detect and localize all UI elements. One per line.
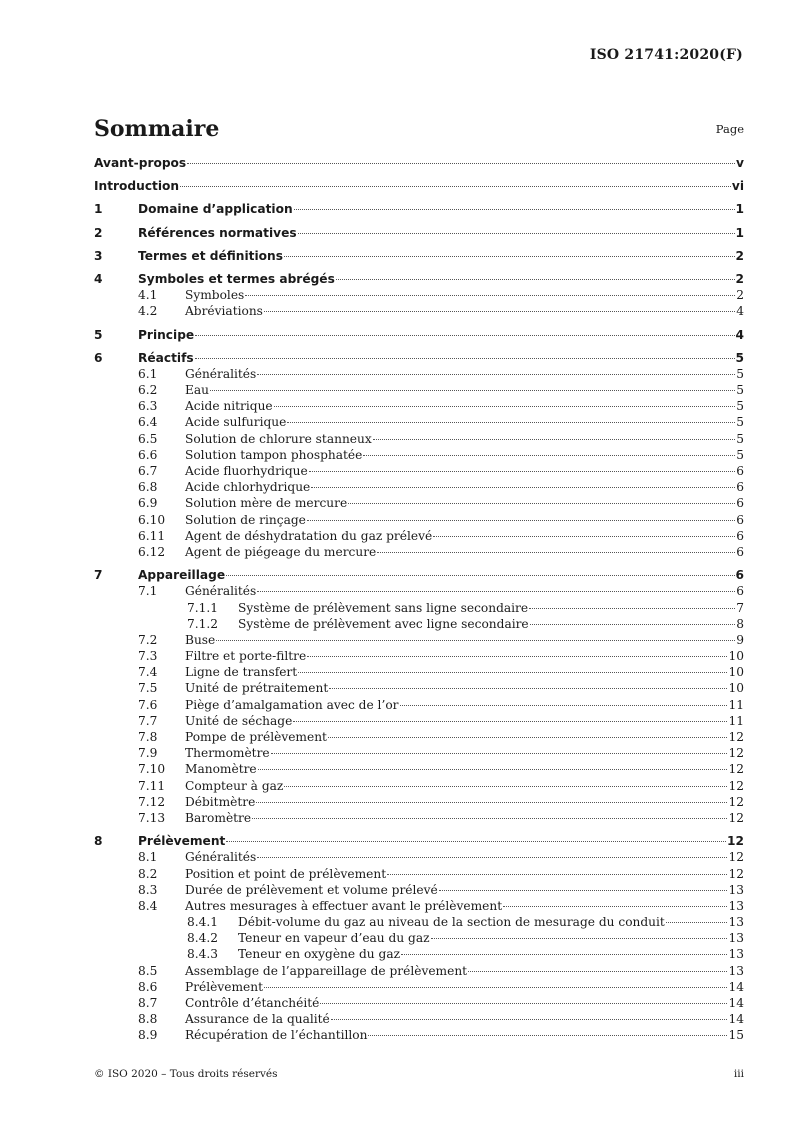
toc-spacer xyxy=(94,320,744,327)
toc-dot-leader xyxy=(216,640,735,641)
toc-entry-number: 7.3 xyxy=(138,649,158,664)
toc-entry-label: Symboles xyxy=(185,288,245,303)
toc-dot-leader xyxy=(293,721,727,722)
toc-entry[interactable] xyxy=(94,898,744,914)
toc-entry-page: 14 xyxy=(728,979,744,994)
toc-spacer xyxy=(94,171,744,178)
toc-dot-leader xyxy=(666,922,728,923)
toc-entry-page: 13 xyxy=(728,882,744,897)
toc-entry[interactable] xyxy=(94,327,744,343)
toc-entry-page: 7 xyxy=(736,600,744,615)
footer-page-number: iii xyxy=(733,1068,744,1080)
toc-entry-label: Avant-propos xyxy=(94,156,187,170)
toc-entry-page: 5 xyxy=(736,366,744,381)
toc-entry-label: Baromètre xyxy=(185,810,252,825)
toc-entry-number: 6.8 xyxy=(138,480,158,495)
toc-entry-page: 15 xyxy=(728,1028,744,1043)
toc-entry-page: 14 xyxy=(728,1012,744,1027)
toc-dot-leader xyxy=(311,487,735,488)
toc-dot-leader xyxy=(320,1003,727,1004)
toc-entry[interactable] xyxy=(94,648,744,664)
toc-entry-page: 4 xyxy=(735,327,744,342)
toc-entry[interactable] xyxy=(94,963,744,979)
toc-dot-leader xyxy=(530,624,736,625)
toc-entry-page: v xyxy=(736,156,744,170)
page-title: Sommaire xyxy=(94,116,220,142)
toc-entry-number: 4.2 xyxy=(138,304,158,319)
toc-dot-leader xyxy=(373,439,736,440)
toc-spacer xyxy=(94,264,744,271)
toc-entry-label: Piège d’amalgamation avec de l’or xyxy=(185,697,399,712)
toc-spacer xyxy=(94,241,744,248)
toc-entry[interactable] xyxy=(94,833,744,849)
toc-entry-page: 12 xyxy=(728,810,744,825)
title-row xyxy=(94,112,744,142)
toc-entry-label: Généralités xyxy=(185,366,257,381)
toc-entry[interactable] xyxy=(94,979,744,995)
toc-entry-label: Termes et définitions xyxy=(138,248,283,263)
toc-dot-leader xyxy=(468,971,727,972)
toc-entry-label: Assurance de la qualité xyxy=(185,1012,330,1027)
toc-entry-label: Solution mère de mercure xyxy=(185,496,348,511)
toc-entry-page: 13 xyxy=(728,915,744,930)
toc-dot-leader xyxy=(298,672,727,673)
toc-entry-page: 10 xyxy=(728,681,744,696)
toc-entry-number: 7.10 xyxy=(138,762,166,777)
toc-entry[interactable] xyxy=(94,512,744,528)
toc-entry-page: 5 xyxy=(736,383,744,398)
document-id: ISO 21741:2020(F) xyxy=(589,47,743,63)
toc-entry-label: Teneur en vapeur d’eau du gaz xyxy=(238,931,430,946)
toc-entry[interactable] xyxy=(94,664,744,680)
toc-entry[interactable] xyxy=(94,271,744,287)
toc-entry-number: 7.11 xyxy=(138,778,166,793)
toc-entry[interactable] xyxy=(94,849,744,865)
toc-entry[interactable] xyxy=(94,713,744,729)
toc-entry-number: 8.4.1 xyxy=(187,915,219,930)
toc-dot-leader xyxy=(284,786,727,787)
toc-dot-leader xyxy=(298,233,735,234)
toc-entry-number: 6.6 xyxy=(138,447,158,462)
toc-entry-label: Manomètre xyxy=(185,762,257,777)
toc-entry-page: 5 xyxy=(736,415,744,430)
toc-entry-page: 6 xyxy=(736,480,744,495)
toc-entry-number: 8.4 xyxy=(138,898,158,913)
toc-dot-leader xyxy=(331,1019,728,1020)
toc-dot-leader xyxy=(274,406,736,407)
toc-entry-label: Références normatives xyxy=(138,225,297,240)
toc-entry-number: 7.1 xyxy=(138,584,158,599)
toc-entry-number: 6.11 xyxy=(138,528,166,543)
toc-entry-page: 6 xyxy=(736,512,744,527)
toc-entry-label: Teneur en oxygène du gaz xyxy=(238,947,401,962)
toc-dot-leader xyxy=(401,954,727,955)
toc-dot-leader xyxy=(258,769,728,770)
toc-entry-number: 7.6 xyxy=(138,697,158,712)
toc-entry-page: 12 xyxy=(728,866,744,881)
toc-entry-label: Eau xyxy=(185,383,210,398)
toc-dot-leader xyxy=(336,279,735,280)
toc-entry[interactable] xyxy=(94,382,744,398)
toc-entry-number: 8.3 xyxy=(138,882,158,897)
toc-entry-label: Débitmètre xyxy=(185,794,256,809)
toc-dot-leader xyxy=(257,857,727,858)
toc-entry[interactable] xyxy=(94,567,744,583)
toc-entry-page: 13 xyxy=(728,931,744,946)
toc-dot-leader xyxy=(264,987,728,988)
toc-entry[interactable] xyxy=(94,1027,744,1043)
toc-entry[interactable] xyxy=(94,495,744,511)
toc-entry[interactable] xyxy=(94,914,744,930)
toc-entry-number: 7.13 xyxy=(138,810,166,825)
toc-entry-number: 8.4.2 xyxy=(187,931,219,946)
toc-entry-label: Introduction xyxy=(94,179,180,194)
toc-dot-leader xyxy=(195,358,735,359)
toc-entry-number: 7.5 xyxy=(138,681,158,696)
toc-entry-number: 6.3 xyxy=(138,399,158,414)
toc-dot-leader xyxy=(256,802,727,803)
toc-entry[interactable] xyxy=(94,479,744,495)
toc-entry-number: 7.12 xyxy=(138,794,166,809)
toc-entry-page: 4 xyxy=(736,304,744,319)
toc-dot-leader xyxy=(529,608,735,609)
toc-dot-leader xyxy=(226,575,734,576)
toc-entry[interactable] xyxy=(94,398,744,414)
toc-entry-number: 8.2 xyxy=(138,866,158,881)
toc-entry-page: 6 xyxy=(736,496,744,511)
toc-spacer xyxy=(94,826,744,833)
toc-entry[interactable] xyxy=(94,761,744,777)
toc-spacer xyxy=(94,218,744,225)
toc-entry-number: 6.5 xyxy=(138,431,158,446)
toc-entry-number: 7.2 xyxy=(138,632,158,647)
toc-dot-leader xyxy=(328,737,728,738)
toc-entry-label: Durée de prélèvement et volume prélevé xyxy=(185,882,438,897)
toc-entry[interactable] xyxy=(94,1011,744,1027)
toc-entry-page: 6 xyxy=(736,544,744,559)
toc-dot-leader xyxy=(264,311,735,312)
toc-entry-label: Pompe de prélèvement xyxy=(185,730,327,744)
toc-dot-leader xyxy=(329,688,727,689)
toc-entry[interactable] xyxy=(94,680,744,696)
toc-entry-label: Généralités xyxy=(185,850,257,865)
toc-dot-leader xyxy=(307,656,727,657)
toc-dot-leader xyxy=(284,256,735,257)
toc-dot-leader xyxy=(257,374,735,375)
toc-entry-label: Solution de rinçage xyxy=(185,512,306,527)
toc-entry-label: Unité de prétraitement xyxy=(185,681,329,696)
toc-entry-label: Solution de chlorure stanneux xyxy=(185,431,372,446)
toc-entry-number: 7.7 xyxy=(138,713,158,728)
toc-entry[interactable] xyxy=(94,583,744,599)
toc-spacer xyxy=(94,343,744,350)
toc-dot-leader xyxy=(433,536,735,537)
toc-entry-page: 9 xyxy=(736,632,744,647)
toc-entry[interactable] xyxy=(94,632,744,648)
toc-entry-page: 10 xyxy=(728,649,744,664)
toc-entry[interactable] xyxy=(94,155,744,171)
toc-dot-leader xyxy=(180,186,731,187)
toc-entry[interactable] xyxy=(94,600,744,616)
toc-entry-number: 4.1 xyxy=(138,288,158,303)
toc-entry-page: 12 xyxy=(728,794,744,809)
toc-entry[interactable] xyxy=(94,287,744,303)
toc-spacer xyxy=(94,560,744,567)
toc-dot-leader xyxy=(368,1035,727,1036)
toc-entry[interactable] xyxy=(94,248,744,264)
toc-dot-leader xyxy=(307,520,735,521)
toc-entry-page: 6 xyxy=(735,568,744,583)
toc-entry-label: Domaine d’application xyxy=(138,202,293,217)
toc-entry-page: vi xyxy=(731,179,744,194)
toc-entry-number: 7.9 xyxy=(138,746,158,761)
toc-entry-label: Système de prélèvement sans ligne secondaire xyxy=(238,600,529,615)
toc-entry[interactable] xyxy=(94,303,744,319)
toc-entry-number: 6.1 xyxy=(138,366,158,381)
toc-entry[interactable] xyxy=(94,431,744,447)
toc-entry[interactable] xyxy=(94,350,744,366)
toc-entry[interactable] xyxy=(94,930,744,946)
toc-entry[interactable] xyxy=(94,225,744,241)
toc-dot-leader xyxy=(245,295,735,296)
toc-entry-label: Contrôle d’étanchéité xyxy=(185,996,320,1010)
toc-dot-leader xyxy=(503,906,727,907)
toc-dot-leader xyxy=(363,455,735,456)
toc-entry-label: Agent de piégeage du mercure xyxy=(185,544,377,559)
toc-entry-label: Acide nitrique xyxy=(185,399,273,414)
toc-entry-label: Thermomètre xyxy=(185,746,270,761)
toc-entry-label: Agent de déshydratation du gaz prélevé xyxy=(185,528,433,543)
toc-entry-number: 7.1.2 xyxy=(187,616,219,631)
toc-entry-label: Unité de séchage xyxy=(185,713,293,728)
toc-entry[interactable] xyxy=(94,201,744,217)
toc-entry-label: Position et point de prélèvement xyxy=(185,866,387,881)
toc-entry[interactable] xyxy=(94,882,744,898)
toc-entry-page: 10 xyxy=(728,665,744,680)
toc-entry-page: 1 xyxy=(735,225,744,240)
toc-entry-page: 6 xyxy=(736,528,744,543)
toc-entry-page: 5 xyxy=(735,350,744,365)
toc-dot-leader xyxy=(387,874,727,875)
toc-entry-label: Système de prélèvement avec ligne secondaire xyxy=(238,616,529,631)
toc-entry-page: 12 xyxy=(728,746,744,761)
toc-entry-label: Récupération de l’échantillon xyxy=(185,1028,368,1043)
toc-entry-number: 8.6 xyxy=(138,979,158,994)
toc-dot-leader xyxy=(187,163,735,164)
toc-dot-leader xyxy=(400,705,728,706)
toc-entry-label: Acide sulfurique xyxy=(185,415,287,430)
toc-entry-label: Appareillage xyxy=(138,568,226,583)
toc-entry[interactable] xyxy=(94,745,744,761)
toc-entry[interactable] xyxy=(94,729,744,745)
toc-entry-number: 8.8 xyxy=(138,1012,158,1027)
toc-entry-label: Prélèvement xyxy=(138,834,226,849)
toc-entry-label: Généralités xyxy=(185,584,257,599)
toc-entry-label: Acide chlorhydrique xyxy=(185,480,311,495)
toc-dot-leader xyxy=(195,335,734,336)
toc-dot-leader xyxy=(377,552,735,553)
toc-entry-number: 7 xyxy=(94,568,103,583)
toc-entry-page: 11 xyxy=(728,713,744,728)
toc-entry-label: Acide fluorhydrique xyxy=(185,464,308,478)
toc-entry-label: Réactifs xyxy=(138,350,194,365)
toc-entry-number: 6.7 xyxy=(138,464,158,478)
toc-entry-number: 2 xyxy=(94,225,103,240)
toc-entry[interactable] xyxy=(94,178,744,194)
toc-entry-page: 12 xyxy=(727,834,744,849)
toc-entry-number: 8.1 xyxy=(138,850,158,865)
toc-entry-page: 12 xyxy=(728,762,744,777)
toc-entry-label: Prélèvement xyxy=(185,979,263,994)
toc-entry-label: Abréviations xyxy=(185,304,263,319)
toc-entry-page: 12 xyxy=(728,850,744,865)
toc-entry-number: 3 xyxy=(94,248,103,263)
toc-dot-leader xyxy=(348,503,735,504)
toc-entry-page: 2 xyxy=(736,288,744,303)
toc-entry-page: 14 xyxy=(728,996,744,1010)
toc-entry-number: 8 xyxy=(94,834,103,849)
toc-entry-label: Principe xyxy=(138,327,195,342)
toc-entry-number: 8.4.3 xyxy=(187,947,219,962)
toc-entry-label: Compteur à gaz xyxy=(185,778,284,793)
toc-entry[interactable] xyxy=(94,946,744,962)
toc-entry-page: 6 xyxy=(736,464,744,478)
toc-entry-page: 13 xyxy=(728,947,744,962)
toc-entry-label: Débit-volume du gaz au niveau de la section de mesurage du conduit xyxy=(238,915,665,930)
toc-dot-leader xyxy=(439,890,728,891)
toc-entry-label: Ligne de transfert xyxy=(185,665,298,680)
toc-entry-page: 5 xyxy=(736,431,744,446)
toc-entry[interactable] xyxy=(94,463,744,479)
toc-entry-page: 8 xyxy=(736,616,744,631)
toc-entry[interactable] xyxy=(94,866,744,882)
toc-dot-leader xyxy=(210,390,735,391)
toc-entry-label: Autres mesurages à effectuer avant le prélèvement xyxy=(185,898,503,913)
toc-entry[interactable] xyxy=(94,544,744,560)
toc-entry-number: 7.4 xyxy=(138,665,158,680)
toc-entry[interactable] xyxy=(94,414,744,430)
toc-entry-number: 4 xyxy=(94,271,103,286)
footer-copyright: © ISO 2020 – Tous droits réservés xyxy=(94,1068,278,1080)
toc-dot-leader xyxy=(309,471,736,472)
toc-entry[interactable] xyxy=(94,616,744,632)
toc-entry-number: 6.2 xyxy=(138,383,158,398)
toc-dot-leader xyxy=(431,938,728,939)
toc-entry[interactable] xyxy=(94,794,744,810)
toc-spacer xyxy=(94,194,744,201)
page-column-label: Page xyxy=(715,122,744,136)
toc-entry-number: 6.10 xyxy=(138,512,166,527)
toc-entry[interactable] xyxy=(94,447,744,463)
toc-entry[interactable] xyxy=(94,366,744,382)
toc-entry-label: Assemblage de l’appareillage de prélèvement xyxy=(185,963,468,978)
toc-entry[interactable] xyxy=(94,528,744,544)
toc-dot-leader xyxy=(287,422,735,423)
toc-entry-number: 8.9 xyxy=(138,1028,158,1043)
toc-entry[interactable] xyxy=(94,778,744,794)
toc-entry-number: 6 xyxy=(94,350,103,365)
toc-dot-leader xyxy=(257,591,735,592)
toc-entry-page: 6 xyxy=(736,584,744,599)
toc-dot-leader xyxy=(252,818,727,819)
toc-entry-number: 8.7 xyxy=(138,996,158,1010)
toc-entry-label: Buse xyxy=(185,632,216,647)
toc-entry-label: Symboles et termes abrégés xyxy=(138,271,335,286)
table-of-contents xyxy=(94,155,744,1044)
toc-dot-leader xyxy=(271,753,728,754)
toc-entry-page: 13 xyxy=(728,898,744,913)
toc-entry-page: 5 xyxy=(736,447,744,462)
toc-entry[interactable] xyxy=(94,995,744,1011)
toc-entry-label: Filtre et porte-filtre xyxy=(185,649,307,664)
toc-entry-page: 2 xyxy=(735,271,744,286)
toc-entry-page: 1 xyxy=(735,202,744,217)
toc-dot-leader xyxy=(294,209,735,210)
toc-entry-number: 5 xyxy=(94,327,103,342)
toc-dot-leader xyxy=(226,841,726,842)
toc-entry-page: 11 xyxy=(728,697,744,712)
toc-entry-number: 7.1.1 xyxy=(187,600,219,615)
toc-entry-label: Solution tampon phosphatée xyxy=(185,447,363,462)
toc-entry-page: 12 xyxy=(728,778,744,793)
toc-entry-page: 13 xyxy=(728,963,744,978)
toc-entry-number: 6.9 xyxy=(138,496,158,511)
toc-entry[interactable] xyxy=(94,697,744,713)
toc-entry-number: 8.5 xyxy=(138,963,158,978)
toc-entry-page: 2 xyxy=(735,248,744,263)
toc-entry-number: 1 xyxy=(94,202,103,217)
toc-entry-page: 5 xyxy=(736,399,744,414)
toc-entry[interactable] xyxy=(94,810,744,826)
toc-entry-number: 7.8 xyxy=(138,730,158,744)
toc-entry-page: 12 xyxy=(728,730,744,744)
toc-entry-number: 6.12 xyxy=(138,544,166,559)
toc-entry-number: 6.4 xyxy=(138,415,158,430)
